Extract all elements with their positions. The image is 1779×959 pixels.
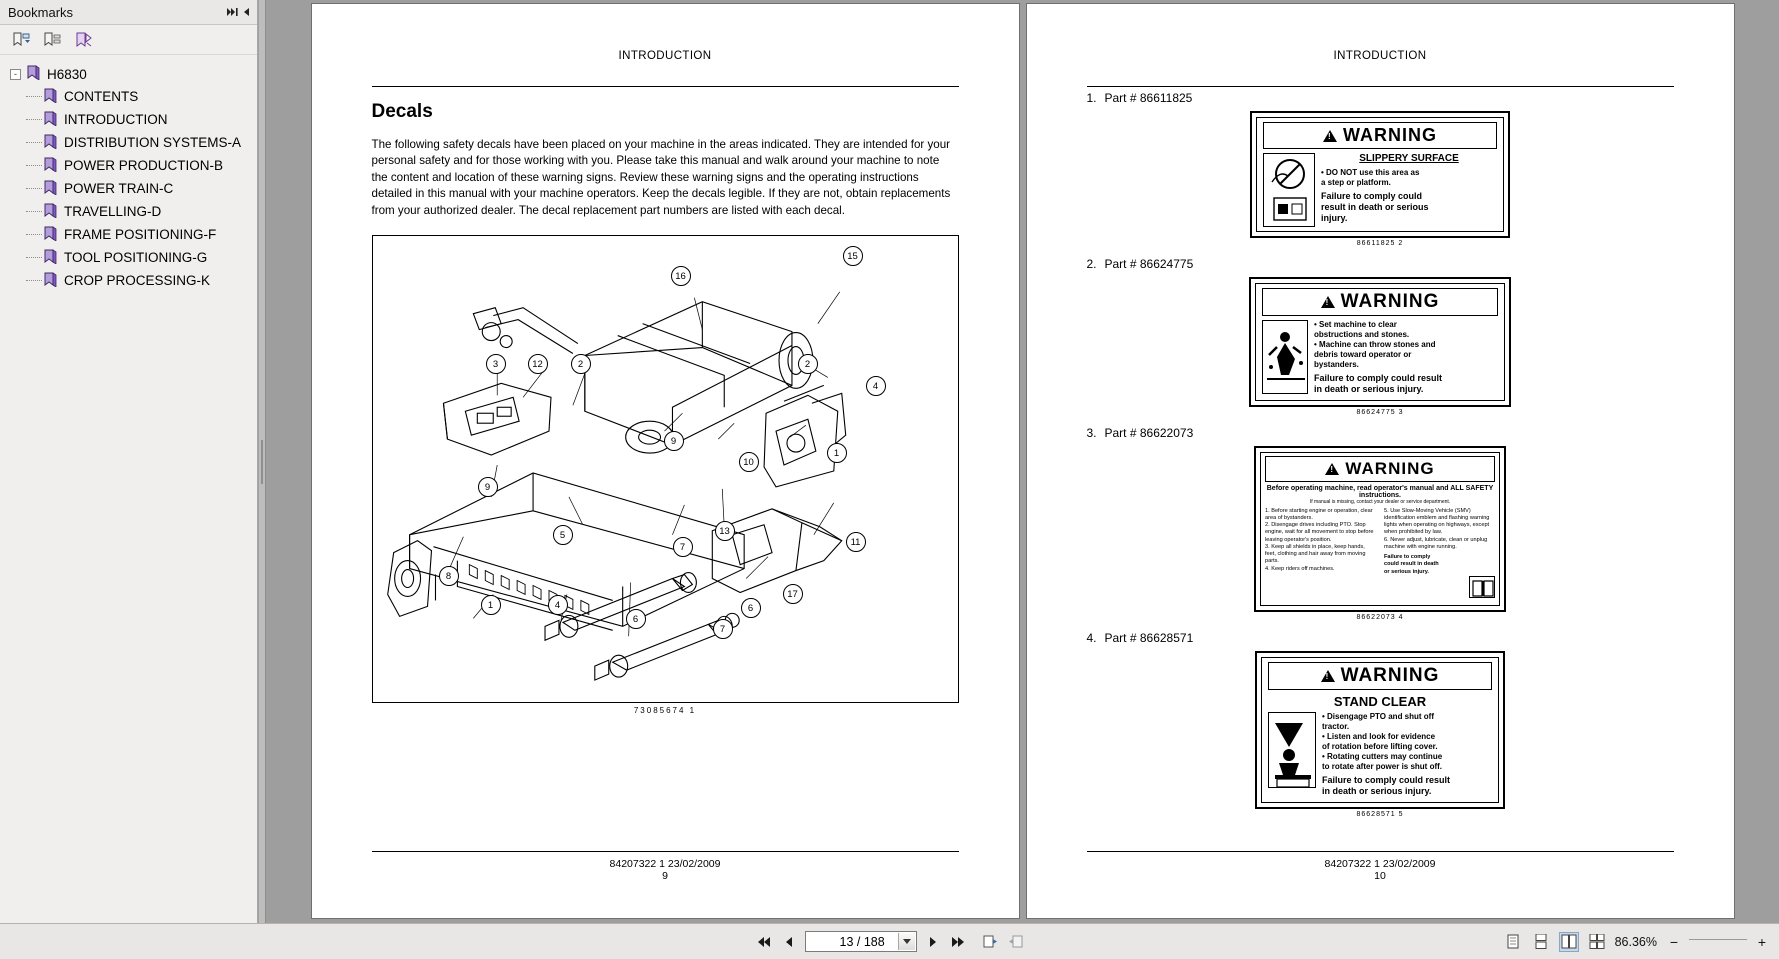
document-viewer[interactable] (266, 0, 1779, 923)
decal-line: a step or platform. (1321, 177, 1391, 187)
hide-panel-icon[interactable] (239, 4, 253, 20)
warning-triangle-icon (1321, 670, 1335, 682)
tree-connector (26, 211, 42, 212)
next-page-icon[interactable] (924, 932, 942, 952)
callout-3: 3 (486, 354, 506, 374)
part-label: Part # 86624775 (1104, 257, 1194, 271)
decal-line: • Disengage PTO and shut off (1322, 712, 1434, 722)
callout-2b: 2 (798, 354, 818, 374)
bookmark-icon (44, 203, 57, 221)
callout-8a: 8 (439, 566, 459, 586)
callout-6b: 6 (741, 598, 761, 618)
footer-doc-id: 84207322 1 23/02/2009 (609, 858, 721, 870)
bookmark-item-power-train-c[interactable] (0, 177, 257, 200)
header-rule (372, 86, 959, 87)
bookmark-icon (44, 157, 57, 175)
warning-triangle-icon (1321, 296, 1335, 308)
expand-current-bookmark-icon[interactable] (10, 29, 32, 51)
intro-paragraph: The following safety decals have been placed on your machine in the areas indicated. They are intended for your personal safety and for those working with you. Please take this manual and walk around your machine to note the content and location of these warning signs. Review these warning signs and the operating instructions detailed in this manual with your machine operators. Keep the decals legible. If they are not, obtain replacements from your authorized dealer. The decal replacement part numbers are listed with each decal. (371, 138, 951, 217)
part-label: Part # 86622073 (1104, 425, 1194, 440)
previous-page-icon[interactable] (780, 932, 798, 952)
part-item-2 (1087, 257, 1674, 271)
expander-toggle[interactable]: - (10, 69, 21, 80)
page-navigation-group (755, 931, 1025, 952)
two-page-continuous-view-icon[interactable] (1587, 932, 1607, 952)
header-rule (1087, 86, 1674, 87)
decal-line: • Rotating cutters may continue (1322, 752, 1443, 762)
bookmarks-tree (0, 55, 257, 923)
pages-container (312, 0, 1734, 918)
decal-bold-line: Failure to comply could (1321, 190, 1423, 201)
decal-instruction: 2. Disengage drives including PTO. Stop engine, wait for all movement to stop before leaving operator's position. (1265, 522, 1374, 543)
callout-2a: 2 (571, 354, 591, 374)
callout-6a: 6 (626, 609, 646, 629)
decal-number: 86611825 2 (1356, 240, 1404, 247)
bookmark-item-label: DISTRIBUTION SYSTEMS-A (64, 135, 242, 150)
page-header: INTRODUCTION (618, 50, 712, 62)
decal-title: SLIPPERY SURFACE (1359, 153, 1459, 164)
part-item-3 (1087, 426, 1674, 440)
chevron-down-icon[interactable] (898, 933, 915, 950)
bookmark-icon (44, 134, 57, 152)
part-index: 3. (1086, 425, 1097, 440)
bookmark-item-travelling-d[interactable] (0, 200, 257, 223)
decal-86611825 (1250, 111, 1510, 238)
decal-86624775 (1249, 277, 1511, 407)
decal-subtitle: If manual is missing, contact your dealer or service department. (1309, 498, 1451, 505)
tree-connector (26, 142, 42, 143)
bookmarks-toolbar (0, 25, 257, 55)
bookmark-item-crop-processing-k[interactable] (0, 269, 257, 292)
tree-connector (26, 234, 42, 235)
zoom-slider[interactable] (1689, 939, 1747, 944)
bookmark-item-label: TRAVELLING-D (64, 204, 162, 219)
footer-page-number: 9 (662, 870, 668, 882)
decal-title: Before operating machine, read operator's manual and ALL SAFETY instructions. (1266, 484, 1494, 499)
bookmarks-panel (0, 0, 258, 923)
warning-triangle-icon (1325, 463, 1339, 475)
previous-view-icon[interactable] (982, 932, 1000, 952)
new-bookmark-icon[interactable] (72, 29, 94, 51)
first-page-icon[interactable] (755, 932, 773, 952)
decal-line: of rotation before lifting cover. (1322, 742, 1438, 752)
decal-86622073 (1254, 446, 1506, 613)
decal-number: 86622073 4 (1356, 614, 1404, 622)
decal-line: • Listen and look for evidence (1322, 732, 1436, 742)
callout-9a: 9 (664, 431, 684, 451)
collapse-all-icon[interactable] (225, 4, 239, 20)
callout-16: 16 (671, 266, 691, 286)
callout-10: 10 (739, 452, 759, 472)
warning-triangle-icon (1323, 130, 1337, 142)
bookmark-item-label: INTRODUCTION (64, 112, 168, 127)
part-item-1 (1087, 91, 1674, 105)
decal-bold-line: result in death or serious (1321, 201, 1429, 212)
bookmark-icon (44, 111, 57, 129)
next-view-icon[interactable] (1007, 932, 1025, 952)
decal-line: • Machine can throw stones and (1314, 340, 1436, 349)
bookmark-item-label: POWER PRODUCTION-B (64, 158, 224, 173)
decal-bold-line: could result in death (1384, 561, 1439, 568)
decal-bold-line: injury. (1321, 213, 1348, 223)
page-title: Decals (371, 101, 433, 122)
thrown-objects-pictogram (1262, 320, 1308, 394)
tree-connector (26, 188, 42, 189)
decal-bold-line: in death or serious injury. (1322, 786, 1432, 797)
zoom-in-button[interactable]: + (1757, 933, 1767, 950)
bookmark-item-power-production-b[interactable] (0, 154, 257, 177)
decal-line: obstructions and stones. (1314, 330, 1410, 339)
single-page-view-icon[interactable] (1503, 932, 1523, 952)
page-9 (312, 4, 1019, 918)
decal-line: bystanders. (1314, 360, 1359, 369)
highlight-current-bookmark-icon[interactable] (41, 29, 63, 51)
bookmark-item-tool-positioning-g[interactable] (0, 246, 257, 269)
continuous-page-view-icon[interactable] (1531, 932, 1551, 952)
part-label: Part # 86611825 (1104, 91, 1193, 105)
decal-line: • DO NOT use this area as (1321, 167, 1420, 177)
decal-line: debris toward operator or (1314, 350, 1412, 359)
bookmark-icon (44, 272, 57, 290)
decal-line: tractor. (1322, 722, 1350, 732)
decal-title: STAND CLEAR (1333, 694, 1427, 710)
callout-15: 15 (843, 246, 863, 266)
footer-doc-id: 84207322 1 23/02/2009 (1324, 858, 1436, 870)
decal-line: • Set machine to clear (1314, 320, 1397, 329)
bookmark-icon (27, 65, 40, 83)
callout-9b: 9 (478, 477, 498, 497)
bookmark-icon (44, 226, 57, 244)
callout-17: 17 (783, 584, 803, 604)
bookmark-root-label: H6830 (47, 66, 87, 82)
bookmark-icon (44, 88, 57, 106)
zoom-out-button[interactable]: − (1669, 933, 1679, 950)
bottom-toolbar (0, 923, 1779, 959)
bookmark-item-label: POWER TRAIN-C (64, 181, 174, 196)
callout-7a: 7 (673, 537, 693, 557)
stand-clear-pictogram (1268, 712, 1316, 788)
part-label: Part # 86628571 (1104, 631, 1194, 646)
part-item-4 (1087, 631, 1674, 645)
callout-1b: 1 (481, 595, 501, 615)
two-page-view-icon[interactable] (1559, 932, 1579, 952)
decal-number: 86628571 5 (1356, 810, 1404, 818)
tree-connector (26, 119, 42, 120)
bookmark-item-label: TOOL POSITIONING-G (64, 250, 208, 265)
bookmark-item-contents[interactable] (0, 85, 257, 108)
decal-line: to rotate after power is shut off. (1322, 762, 1443, 772)
page-10 (1027, 4, 1734, 918)
callout-4a: 4 (866, 376, 886, 396)
tree-connector (26, 257, 42, 258)
callout-4b: 4 (548, 595, 568, 615)
part-index: 2. (1086, 257, 1097, 271)
page-header: INTRODUCTION (1333, 50, 1427, 62)
slippery-surface-pictogram (1263, 153, 1315, 227)
callout-7b: 7 (713, 619, 733, 639)
page-number-value: 13 / 188 (839, 934, 885, 949)
footer-page-number: 10 (1374, 870, 1386, 882)
part-index: 4. (1086, 631, 1097, 646)
decal-banner: !WARNING (1265, 456, 1495, 482)
decal-bold-line: Failure to comply could result (1314, 373, 1443, 383)
bookmark-item-frame-positioning-f[interactable] (0, 223, 257, 246)
decal-bold-line: or serious injury. (1384, 568, 1429, 575)
decal-banner: !WARNING (1268, 662, 1492, 690)
bookmark-item-introduction[interactable] (0, 108, 257, 131)
decal-instruction: 5. Use Slow-Moving Vehicle (SMV) identification emblem and flashing warning lights when operating on highways, except when prohibited by law. (1384, 507, 1490, 536)
bookmark-root-h6830[interactable] (0, 63, 257, 85)
decal-bold-line: in death or serious injury. (1314, 384, 1424, 395)
figure-caption: 73085674 1 (633, 706, 697, 716)
footer-rule (1087, 851, 1674, 852)
tree-connector (26, 96, 42, 97)
callout-5: 5 (553, 525, 573, 545)
decal-bold-line: Failure to comply (1384, 554, 1431, 561)
part-index: 1. (1086, 91, 1097, 105)
decal-instruction: 1. Before starting engine or operation, clear area of bystanders. (1265, 507, 1373, 521)
decal-instruction: 3. Keep all shields in place, keep hands, feet, clothing and hair away from moving parts. (1265, 543, 1366, 565)
decal-banner: !WARNING (1263, 122, 1497, 149)
manual-book-pictogram (1469, 576, 1495, 598)
page-footer (312, 851, 1019, 882)
bookmark-item-label: CROP PROCESSING-K (64, 273, 211, 288)
bookmark-item-distribution-systems-a[interactable] (0, 131, 257, 154)
tree-connector (26, 165, 42, 166)
decal-instruction: 6. Never adjust, lubricate, clean or unplug machine with engine running. (1384, 536, 1488, 550)
view-controls-group (1503, 932, 1769, 952)
decal-bold-line: Failure to comply could result (1322, 775, 1451, 786)
page-footer (1027, 851, 1734, 882)
machine-diagram (373, 236, 958, 702)
callout-1a: 1 (827, 443, 847, 463)
decal-instruction: 4. Keep riders off machines. (1265, 565, 1335, 572)
zoom-level-label: 86.36% (1614, 934, 1657, 949)
footer-rule (372, 851, 959, 852)
panel-splitter[interactable] (258, 0, 266, 923)
figure-decal-locations (372, 235, 959, 703)
decal-86628571 (1255, 651, 1505, 809)
page-number-select[interactable] (805, 931, 917, 952)
callout-12: 12 (528, 354, 548, 374)
bookmark-icon (44, 249, 57, 267)
bookmarks-title: Bookmarks (8, 4, 74, 20)
bookmark-item-label: FRAME POSITIONING-F (64, 227, 217, 242)
bookmarks-header (0, 0, 257, 25)
callout-13: 13 (715, 521, 735, 541)
decal-number: 86624775 3 (1356, 408, 1404, 416)
tree-connector (26, 280, 42, 281)
callout-11: 11 (846, 532, 866, 552)
decal-banner: !WARNING (1262, 288, 1498, 316)
bookmark-icon (44, 180, 57, 198)
bookmark-item-label: CONTENTS (64, 89, 139, 104)
last-page-icon[interactable] (949, 932, 967, 952)
